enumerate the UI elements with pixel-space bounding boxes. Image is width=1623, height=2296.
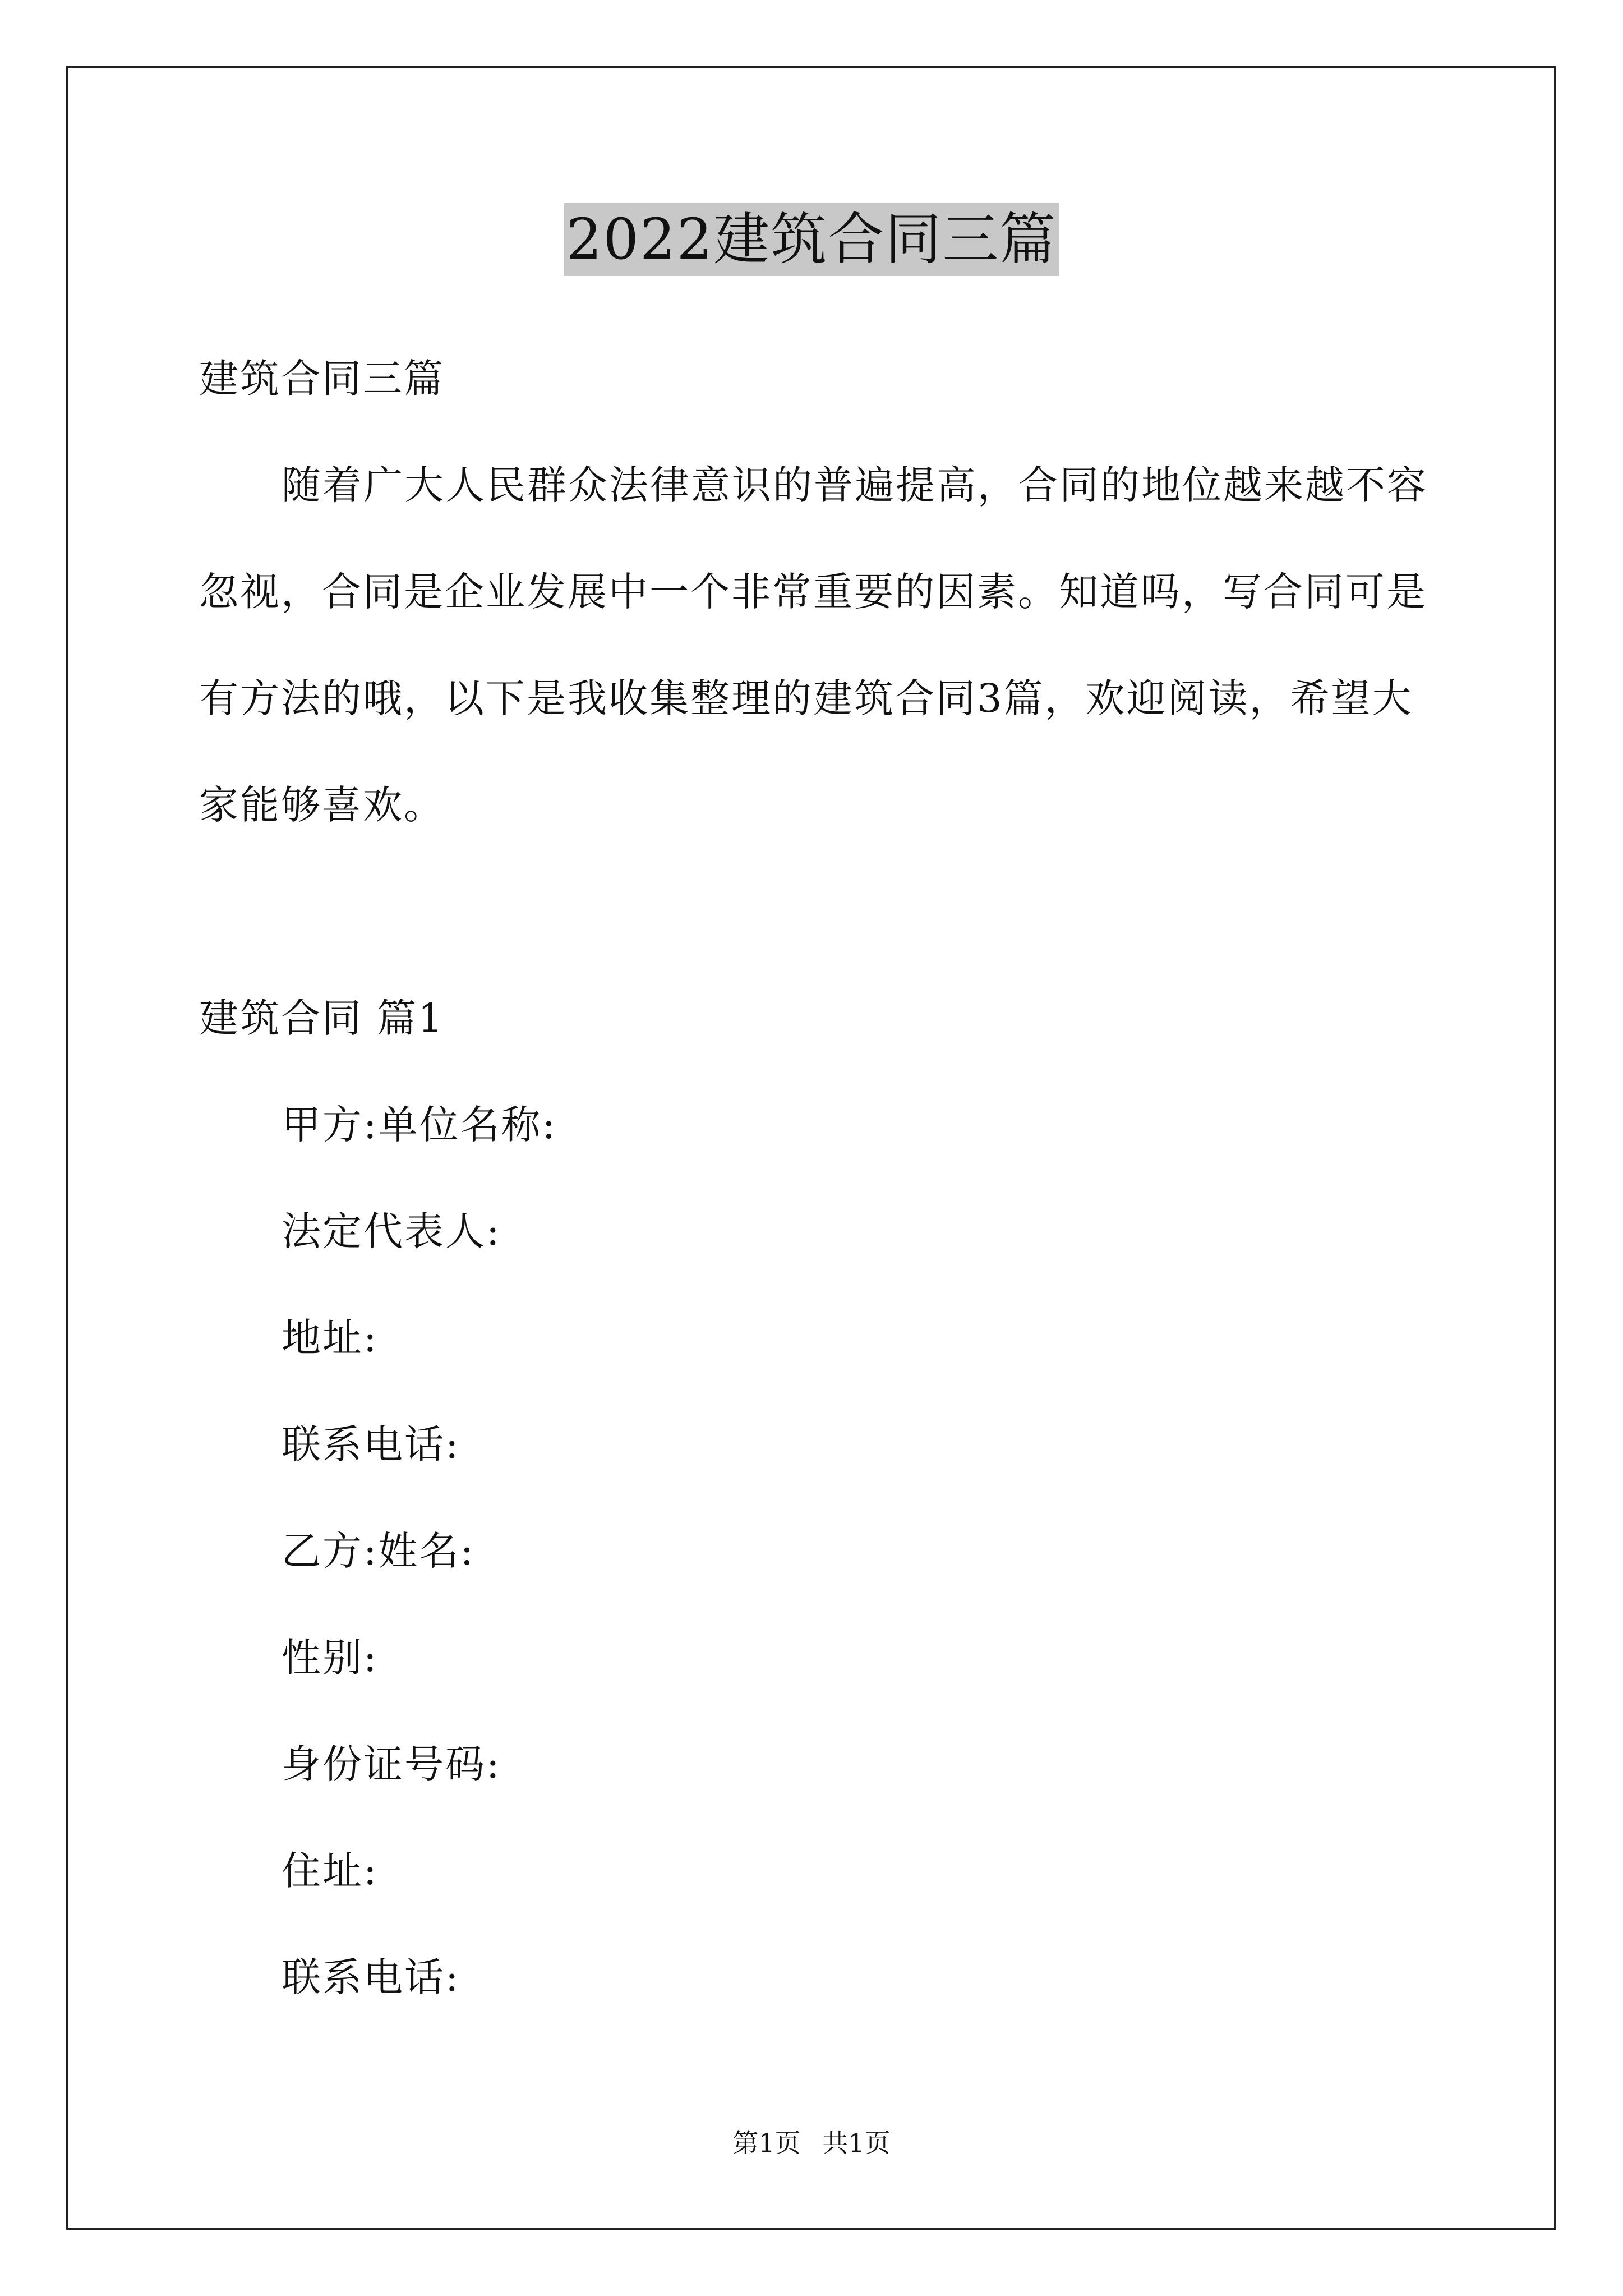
field-phone-b: 联系电话: (282, 1954, 460, 2000)
field-party-a-unit: 甲方:单位名称: (282, 1102, 557, 1148)
field-address-b: 住址: (282, 1848, 379, 1894)
field-party-b-name: 乙方:姓名: (282, 1528, 476, 1574)
field-legal-representative: 法定代表人: (282, 1208, 501, 1254)
page-current: 第1页 (732, 2128, 801, 2158)
page-footer (0, 2126, 1623, 2160)
intro-line-1: 随着广大人民群众法律意识的普遍提高，合同的地位越来越不容 (282, 462, 1428, 508)
page-total: 共1页 (822, 2128, 891, 2158)
section-heading: 建筑合同 篇1 (199, 995, 445, 1041)
document-subtitle: 建筑合同三篇 (199, 356, 445, 402)
intro-line-2: 忽视，合同是企业发展中一个非常重要的因素。知道吗，写合同可是 (199, 569, 1427, 615)
field-address-a: 地址: (282, 1315, 379, 1361)
intro-line-4: 家能够喜欢。 (199, 782, 445, 828)
field-id-number: 身份证号码: (282, 1741, 501, 1787)
intro-line-3: 有方法的哦，以下是我收集整理的建筑合同3篇，欢迎阅读，希望大 (199, 675, 1413, 721)
document-title: 2022建筑合同三篇 (564, 203, 1059, 276)
title-container (0, 203, 1623, 276)
field-phone-a: 联系电话: (282, 1421, 460, 1467)
field-gender: 性别: (282, 1635, 379, 1681)
